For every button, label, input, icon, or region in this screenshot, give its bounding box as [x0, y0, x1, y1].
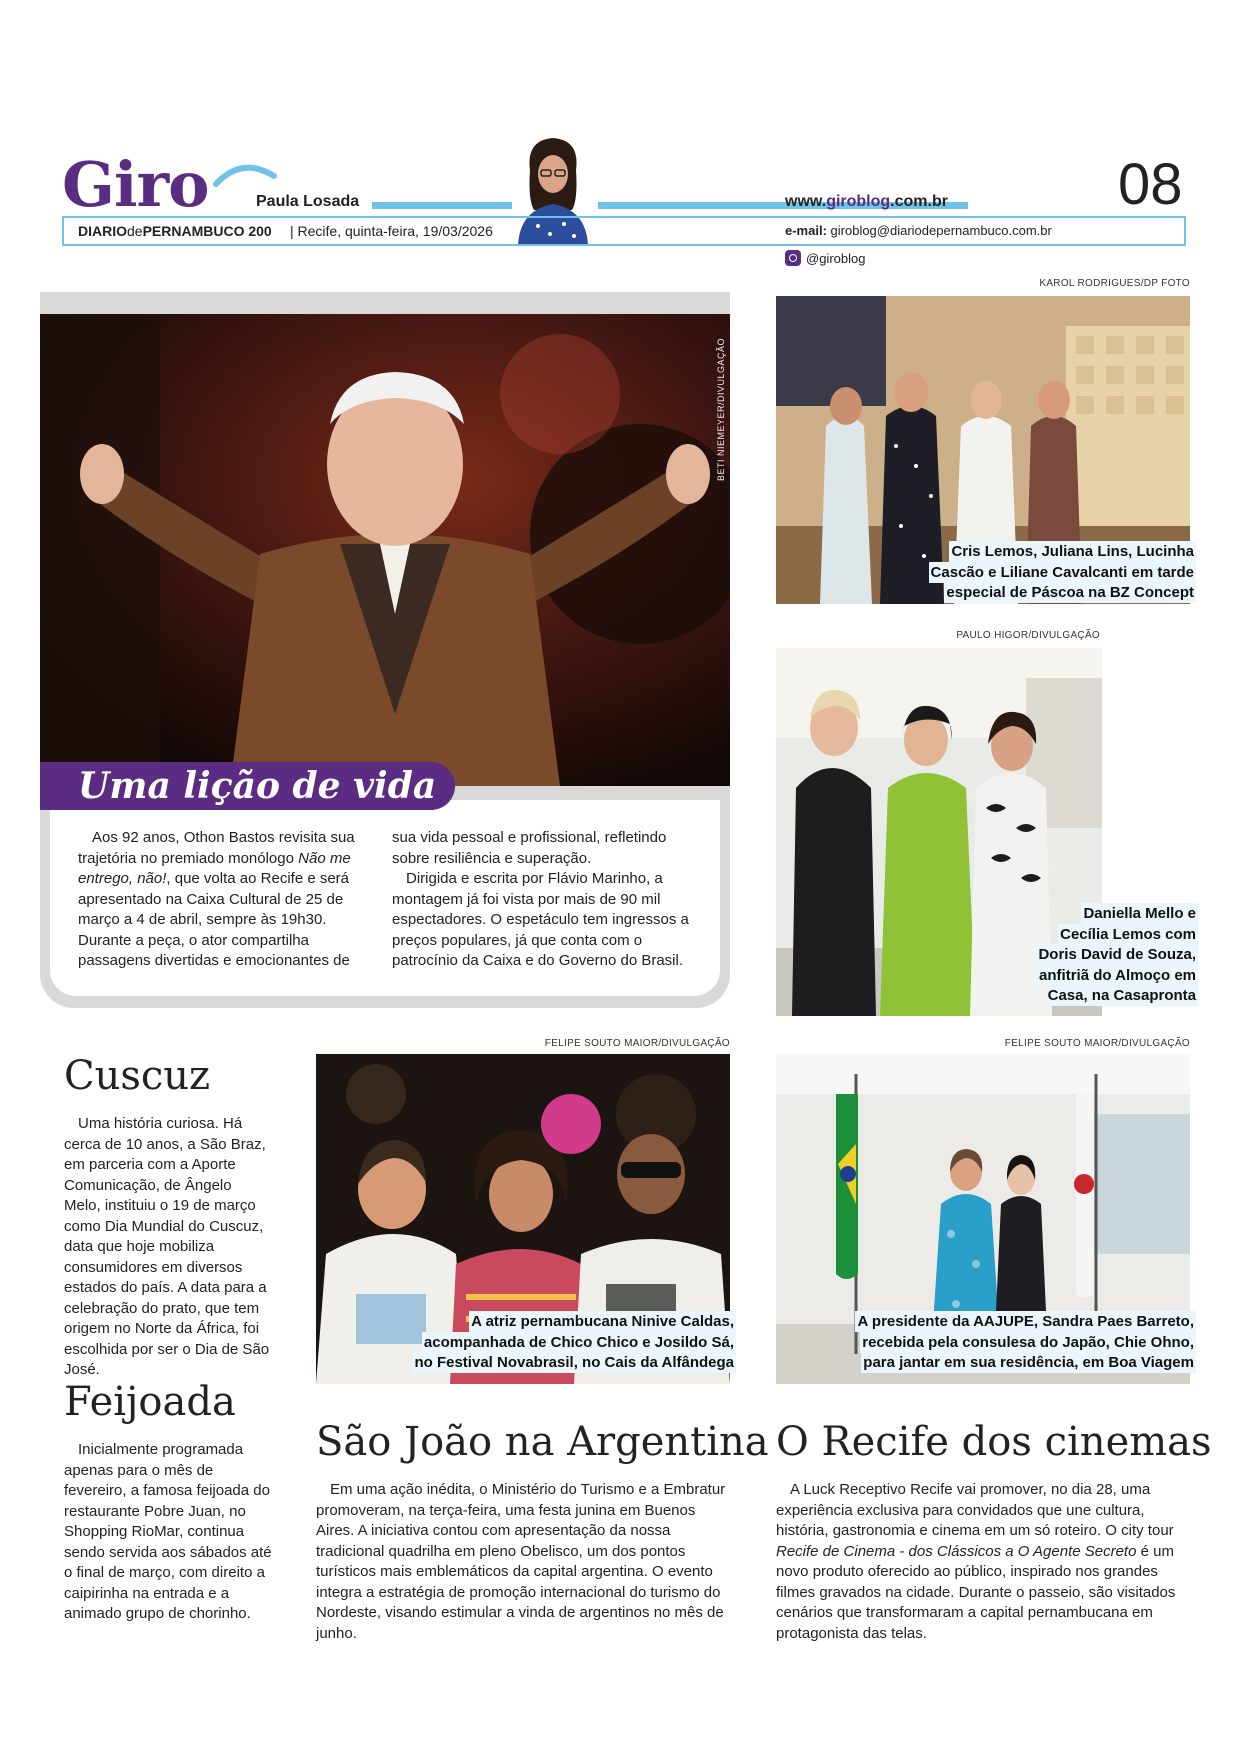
- photo1-caption: [776, 542, 1194, 604]
- caption-line: para jantar em sua residência, em Boa Viagem: [863, 1354, 1194, 1371]
- note-paragraph: Inicialmente programada apenas para o mês de fevereiro, a famosa feijoada do restaurante Pobre Juan, no Shopping RioMar, continua sendo servida aos sábados até o final de março, com direito a caipirinha na entrada e a animado grupo de chorinho.: [64, 1441, 272, 1622]
- note-paragraph: Em uma ação inédita, o Ministério do Turismo e a Embratur promoveram, na terça-feira, uma festa junina em Buenos Aires. A iniciativa contou com apresentação da nossa tradicional quadrilha em pleno Obelisco, um dos pontos turísticos mais emblemáticos da capital argentina. O evento integra a estratégia de promoção internacional do turismo do Nordeste, visando estimular a vinda de argentinos no mês de junho.: [316, 1481, 726, 1642]
- email-label: e-mail:: [785, 223, 827, 238]
- feature-photo-credit: BETI NIEMEYER/DIVULGAÇÃO: [716, 338, 726, 482]
- url-accent: giroblog: [826, 193, 891, 210]
- note-paragraph: Uma história curiosa. Há cerca de 10 anos, a São Braz, em parceria com a Aporte Comunicação, de Ângelo Melo, instituiu o 19 de março como Dia Mundial do Cuscuz, data que hoje mobiliza consumidores em diversos estados do país. A data para a celebração do prato, que tem origem no Norte da África, foi escolhida por ser o Dia de São José.: [64, 1115, 270, 1378]
- photo2-credit: PAULO HIGOR/DIVULGAÇÃO: [956, 630, 1100, 641]
- recife-cinemas-body: [776, 1480, 1190, 1644]
- feature-text: Aos 92 anos, Othon Bastos revisita sua trajetória no premiado monólogo: [78, 829, 355, 867]
- cuscuz-body: [64, 1114, 272, 1381]
- caption-line: recebida pela consulesa do Japão, Chie Ohno,: [862, 1333, 1194, 1351]
- note-text: é um novo produto oferecido ao público, inspirado nos grandes filmes gravados na cidade. Durante o passeio, são visitados cenários que transformaram a capital pernambucana em protagonista das telas.: [776, 1542, 1176, 1642]
- instagram-handle[interactable]: [785, 250, 865, 266]
- feijoada-body: [64, 1440, 272, 1625]
- site-url[interactable]: [785, 193, 948, 211]
- feature-title: Uma lição de vida: [78, 765, 437, 807]
- photo4-caption: [776, 1312, 1194, 1374]
- note-text: A Luck Receptivo Recife vai promover, no dia 28, uma experiência exclusiva para convidados que une cultura, história, gastronomia e cinema em um só roteiro. O city tour: [776, 1481, 1174, 1539]
- feijoada-title: Feijoada: [64, 1379, 236, 1425]
- caption-line: acompanhada de Chico Chico e Josildo Sá,: [423, 1333, 734, 1351]
- caption-line: no Festival Novabrasil, no Cais da Alfândega: [414, 1354, 734, 1371]
- page-number: 08: [1118, 152, 1183, 217]
- logo-text: Giro: [62, 148, 209, 221]
- play-title: Não me entrego, não!: [78, 849, 351, 887]
- note-paragraph: [776, 1480, 1190, 1644]
- instagram-text: @giroblog: [806, 250, 866, 266]
- edition-date: | Recife, quinta-feira, 19/03/2026: [290, 223, 493, 239]
- feature-column-1: [78, 828, 368, 972]
- columnist-name: Paula Losada: [256, 193, 360, 210]
- feature-photo-actor: [40, 314, 730, 786]
- photo3-credit: FELIPE SOUTO MAIOR/DIVULGAÇÃO: [544, 1038, 730, 1049]
- logo-swoosh-icon: [212, 154, 292, 194]
- caption-line: Casa, na Casapronta: [1047, 987, 1196, 1004]
- caption-line: Cecília Lemos com: [1060, 925, 1196, 943]
- contact-email[interactable]: [785, 223, 1052, 238]
- cuscuz-title: Cuscuz: [64, 1053, 211, 1099]
- photo2-caption: [960, 904, 1196, 1007]
- photo4-credit: FELIPE SOUTO MAIOR/DIVULGAÇÃO: [1004, 1038, 1190, 1049]
- caption-line: A atriz pernambucana Ninive Caldas,: [471, 1313, 734, 1330]
- caption-line: Doris David de Souza,: [1038, 946, 1196, 963]
- photo1-credit: KAROL RODRIGUES/DP FOTO: [1039, 278, 1190, 289]
- sao-joao-title: São João na Argentina: [316, 1419, 769, 1465]
- caption-line: Cascão e Liliane Cavalcanti em tarde: [930, 563, 1194, 581]
- paper-anniversary: 200: [248, 223, 272, 239]
- url-prefix: www.: [785, 193, 827, 210]
- header-stripe: [372, 202, 517, 209]
- feature-text: , que volta ao Recife e será apresentado na Caixa Cultural de 25 de março a 4 de abril, sempre às 19h30. Durante a peça, o ator compartilha passagens divertidas e emocionantes de: [78, 870, 350, 969]
- caption-line: Cris Lemos, Juliana Lins, Lucinha: [951, 543, 1194, 560]
- caption-line: anfitriã do Almoço em: [1039, 966, 1196, 984]
- instagram-icon: [785, 250, 801, 266]
- paper-name-part: PERNAMBUCO: [142, 223, 245, 239]
- feature-paragraph: [78, 828, 368, 972]
- paper-name-part: de: [127, 223, 143, 239]
- recife-cinemas-title: O Recife dos cinemas: [776, 1419, 1212, 1465]
- photo3-caption: [316, 1312, 734, 1374]
- sao-joao-body: [316, 1480, 730, 1644]
- feature-paragraph: Dirigida e escrita por Flávio Marinho, a montagem já foi vista por mais de 90 mil espectadores. O espetáculo tem ingressos a preços populares, já que conta com o patrocínio da Caixa e do Governo do Brasil.: [392, 870, 689, 969]
- feature-column-2: [392, 828, 692, 972]
- paper-name: [78, 223, 272, 239]
- url-suffix: .com.br: [890, 193, 948, 210]
- feature-paragraph: sua vida pessoal e profissional, refletindo sobre resiliência e superação.: [392, 829, 667, 867]
- giro-logo: [62, 150, 242, 220]
- caption-line: especial de Páscoa na BZ Concept: [946, 584, 1194, 601]
- caption-line: A presidente da AAJUPE, Sandra Paes Barreto,: [857, 1313, 1194, 1330]
- email-address: giroblog@diariodepernambuco.com.br: [830, 223, 1052, 238]
- tour-title: Recife de Cinema - dos Clássicos a O Agente Secreto: [776, 1542, 1137, 1560]
- paper-name-part: DIARIO: [78, 223, 127, 239]
- caption-line: Daniella Mello e: [1083, 905, 1196, 922]
